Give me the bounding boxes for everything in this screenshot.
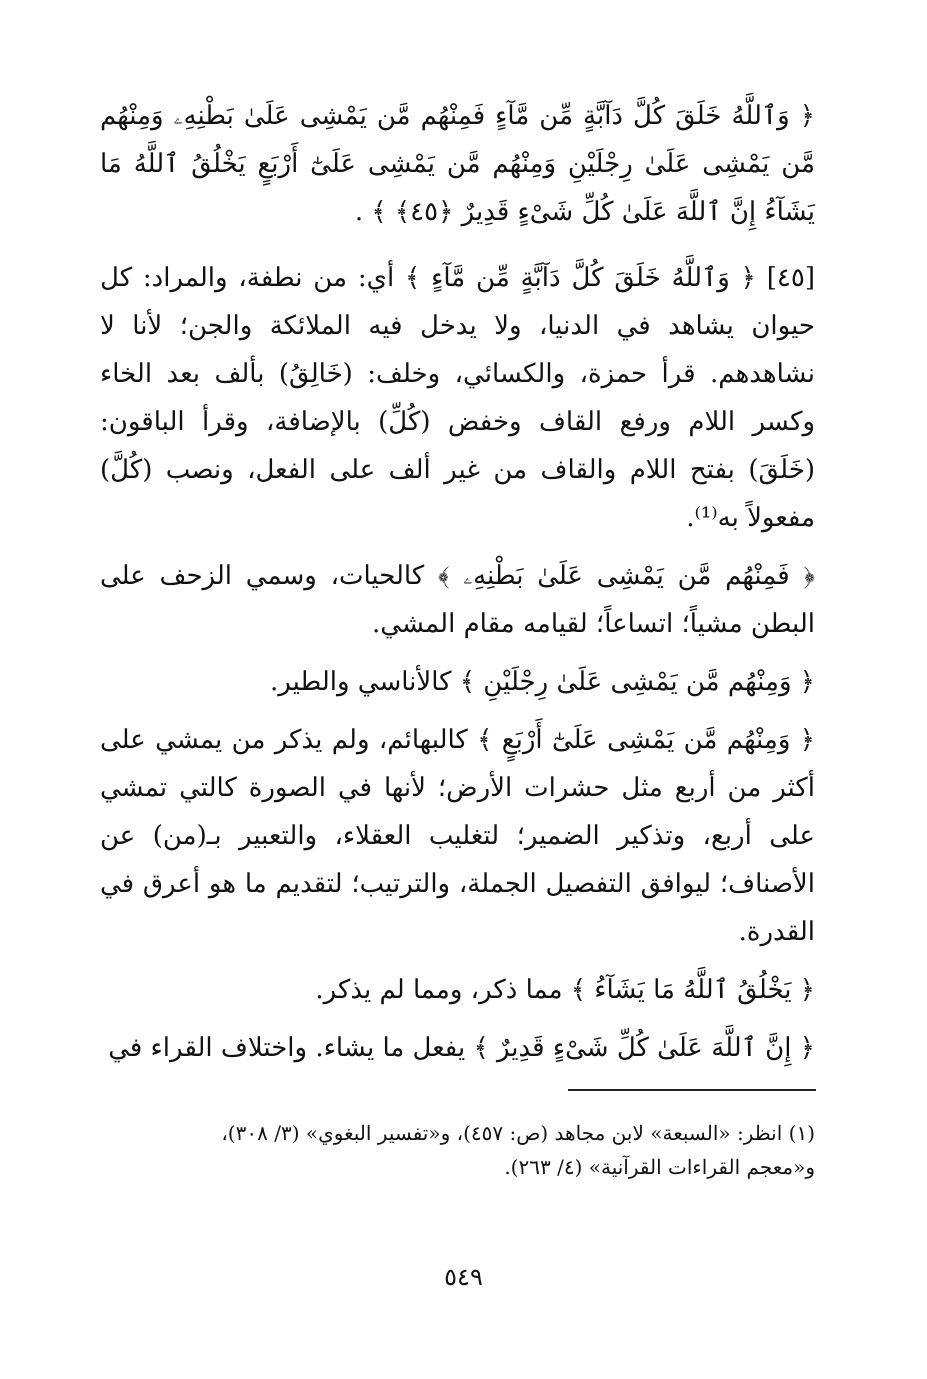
commentary-paragraph: [٤٥] ﴿ وَٱللَّهُ خَلَقَ كُلَّ دَآبَّةٍ مِّن مَّآءٍ ﴾ أي: من نطفة، والمراد: كل حيوان يشاهد في الدنيا، ولا يدخل فيه الملائكة والجن؛ لأنا لا نشاهدهم. قرأ حمزة، والكسائي، وخلف: (خَالِقُ) بألف بعد الخاء وكسر اللام ورفع القاف وخفض (كُلِّ) بالإضافة، وقرأ الباقون: (خَلَقَ) بفتح اللام والقاف من غير ألف على الفعل، ونصب (كُلَّ) مفعولاً به⁽¹⁾. <box>100 263 815 533</box>
footnote-line: و«معجم القراءات القرآنية» (٤/ ٢٦٣). <box>504 1155 815 1179</box>
commentary-paragraph: ﴿ وَمِنْهُم مَّن يَمْشِى عَلَىٰٓ أَرْبَعٍ ﴾ كالبهائم، ولم يذكر من يمشي على أكثر من أربع مثل حشرات الأرض؛ لأنها في الصورة كالتي تمشي على أربع، وتذكير الضمير؛ لتغليب العقلاء، والتعبير بـ(من) عن الأصناف؛ ليوافق التفصيل الجملة، والترتيب؛ لتقديم ما هو أعرق في القدرة. <box>100 725 815 947</box>
page-number: ٥٤٩ <box>444 1263 483 1291</box>
quran-verse: ﴿ وَٱللَّهُ خَلَقَ كُلَّ دَآبَّةٍ مِّن مَّآءٍ فَمِنْهُم مَّن يَمْشِى عَلَىٰ بَطْنِهِۦ وَمِنْهُم مَّن يَمْشِى عَلَىٰ رِجْلَيْنِ وَمِنْهُم مَّن يَمْشِى عَلَىٰٓ أَرْبَعٍ يَخْلُقُ ٱللَّهُ مَا يَشَآءُ إِنَّ ٱللَّهَ عَلَىٰ كُلِّ شَىْءٍ قَدِيرٌ ﴿٤٥﴾ ﴾ . <box>100 101 815 227</box>
commentary-paragraph: ﴿ وَمِنْهُم مَّن يَمْشِى عَلَىٰ رِجْلَيْنِ ﴾ كالأناسي والطير. <box>270 667 815 697</box>
commentary-paragraph: ﴿ يَخْلُقُ ٱللَّهُ مَا يَشَآءُ ﴾ مما ذكر، ومما لم يذكر. <box>315 975 815 1005</box>
footnote-line: (١) انظر: «السبعة» لابن مجاهد (ص: ٤٥٧)، و«تفسير البغوي» (٣/ ٣٠٨)، <box>221 1121 815 1145</box>
footnotes <box>100 1116 815 1184</box>
main-text <box>100 92 815 1082</box>
commentary-paragraph: ﴿ إِنَّ ٱللَّهَ عَلَىٰ كُلِّ شَىْءٍ قَدِيرٌ ﴾ يفعل ما يشاء. واختلاف القراء في <box>108 1033 815 1063</box>
commentary-paragraph: ﴿ فَمِنْهُم مَّن يَمْشِى عَلَىٰ بَطْنِهِۦ ﴾ كالحيات، وسمي الزحف على البطن مشياً؛ اتساعاً؛ لقيامه مقام المشي. <box>100 561 815 639</box>
footnote-divider <box>568 1089 816 1091</box>
